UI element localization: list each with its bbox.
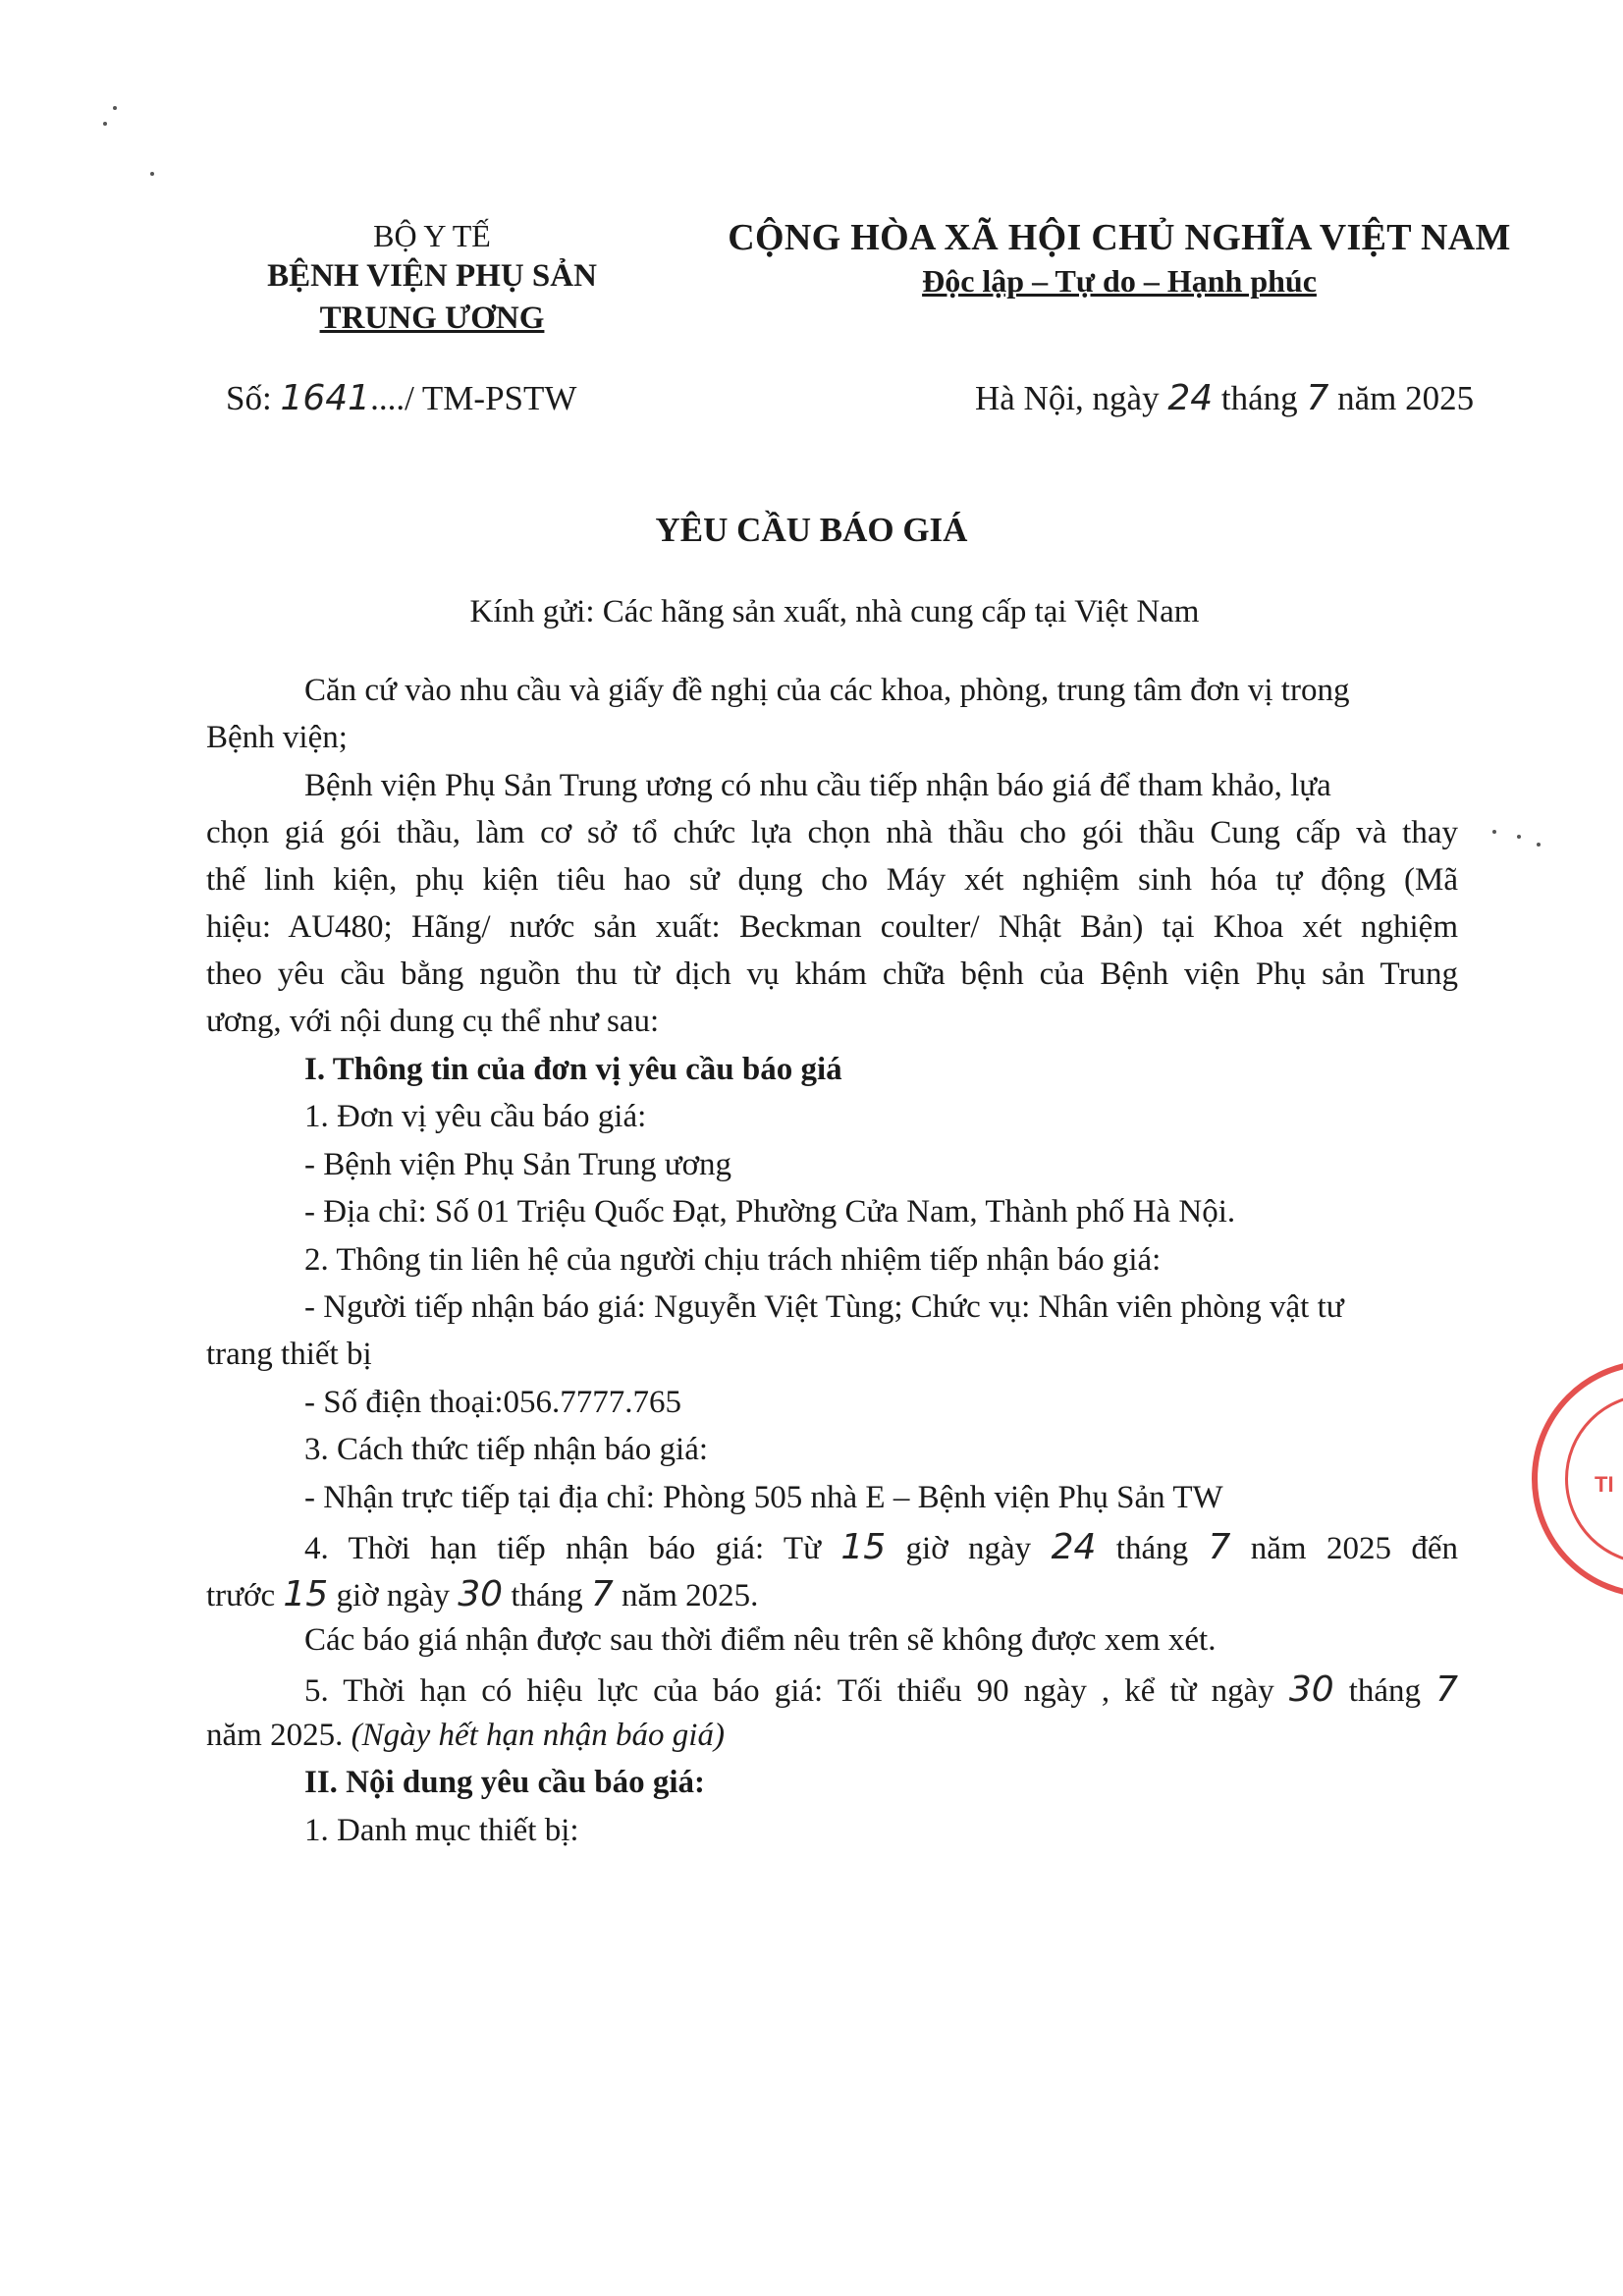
official-stamp-text: TI bbox=[1595, 1472, 1614, 1497]
para2-line5: theo yêu cầu bằng nguồn thu từ dịch vụ khám chữa bệnh của Bệnh viện Phụ sản Trung bbox=[206, 957, 1458, 992]
date-day-handwritten: 24 bbox=[1167, 378, 1214, 418]
item-2-contact-line1: - Người tiếp nhận báo giá: Nguyễn Việt Tùng; Chức vụ: Nhân viên phòng vật tư bbox=[304, 1289, 1344, 1325]
scan-speck bbox=[103, 122, 107, 126]
item-4-month-from-handwritten: 7 bbox=[1208, 1527, 1231, 1567]
item-5-month-handwritten: 7 bbox=[1435, 1669, 1459, 1710]
item-3-method: - Nhận trực tiếp tại địa chỉ: Phòng 505 nhà E – Bệnh viện Phụ Sản TW bbox=[304, 1480, 1223, 1515]
item-4-line2 bbox=[206, 1574, 758, 1614]
item-5-text: năm 2025. bbox=[206, 1718, 352, 1753]
date-year: năm 2025 bbox=[1328, 379, 1475, 417]
section-2-item-1: 1. Danh mục thiết bị: bbox=[304, 1813, 579, 1848]
item-5-line1 bbox=[304, 1669, 1458, 1710]
section-2-heading: II. Nội dung yêu cầu báo giá: bbox=[304, 1765, 706, 1800]
republic-title: CỘNG HÒA XÃ HỘI CHỦ NGHĨA VIỆT NAM bbox=[728, 217, 1511, 258]
item-4-text: năm 2025. bbox=[613, 1578, 759, 1613]
section-1-heading: I. Thông tin của đơn vị yêu cầu báo giá bbox=[304, 1052, 842, 1087]
para1-line1: Căn cứ vào nhu cầu và giấy đề nghị của các khoa, phòng, trung tâm đơn vị trong bbox=[304, 673, 1350, 708]
item-4-hour-from-handwritten: 15 bbox=[840, 1527, 887, 1567]
para2-line3: thế linh kiện, phụ kiện tiêu hao sử dụng cho Máy xét nghiệm sinh hóa tự động (Mã bbox=[206, 862, 1458, 898]
document-number-handwritten: 1641 bbox=[280, 378, 371, 418]
hospital-name-line2-text: TRUNG ƯƠNG bbox=[319, 301, 545, 336]
item-4-text: tháng bbox=[503, 1578, 591, 1613]
recipient-line: Kính gửi: Các hãng sản xuất, nhà cung cấp tại Việt Nam bbox=[469, 594, 1200, 629]
scan-speck bbox=[1537, 843, 1541, 847]
scan-speck bbox=[1517, 835, 1521, 839]
item-4-month-to-handwritten: 7 bbox=[590, 1574, 614, 1614]
item-4-note: Các báo giá nhận được sau thời điểm nêu trên sẽ không được xem xét. bbox=[304, 1622, 1217, 1658]
ministry-name: BỘ Y TẾ bbox=[373, 218, 491, 253]
para2-line1: Bệnh viện Phụ Sản Trung ương có nhu cầu tiếp nhận báo giá để tham khảo, lựa bbox=[304, 768, 1331, 803]
document-number bbox=[226, 378, 576, 418]
item-5-text: 5. Thời hạn có hiệu lực của báo giá: Tối thiểu 90 ngày , kể từ ngày bbox=[304, 1673, 1289, 1709]
para2-line2: chọn giá gói thầu, làm cơ sở tổ chức lựa chọn nhà thầu cho gói thầu Cung cấp và thay bbox=[206, 815, 1458, 850]
para1-line2: Bệnh viện; bbox=[206, 720, 348, 755]
document-title: YÊU CẦU BÁO GIÁ bbox=[655, 511, 968, 549]
item-4-text: giờ ngày bbox=[328, 1578, 459, 1613]
national-motto-text: Độc lập – Tự do – Hạnh phúc bbox=[922, 263, 1317, 299]
document-number-suffix: ..../ TM-PSTW bbox=[370, 379, 577, 417]
date-month-label: tháng bbox=[1213, 379, 1307, 417]
item-2-contact-line2: trang thiết bị bbox=[206, 1337, 372, 1372]
item-1: 1. Đơn vị yêu cầu báo giá: bbox=[304, 1099, 647, 1134]
item-5-text: tháng bbox=[1333, 1673, 1436, 1709]
item-4-hour-to-handwritten: 15 bbox=[283, 1574, 329, 1614]
document-number-prefix: Số: bbox=[226, 379, 281, 417]
item-4-text: giờ ngày bbox=[886, 1531, 1052, 1566]
item-3: 3. Cách thức tiếp nhận báo giá: bbox=[304, 1432, 709, 1467]
official-stamp-clip bbox=[1532, 1360, 1623, 1596]
official-stamp bbox=[1532, 1360, 1623, 1596]
scan-speck bbox=[1492, 830, 1496, 834]
item-4-line1 bbox=[304, 1527, 1458, 1567]
date-month-handwritten: 7 bbox=[1306, 378, 1329, 418]
national-motto bbox=[707, 263, 1532, 300]
item-5-line2 bbox=[206, 1718, 725, 1754]
hospital-name-line2 bbox=[226, 301, 638, 337]
hospital-name-line1: BỆNH VIỆN PHỤ SẢN bbox=[267, 258, 597, 294]
item-4-text: trước bbox=[206, 1578, 284, 1613]
para2-line4: hiệu: AU480; Hãng/ nước sản xuất: Beckman coulter/ Nhật Bản) tại Khoa xét nghiệm bbox=[206, 909, 1458, 945]
para2-line6: ương, với nội dung cụ thể như sau: bbox=[206, 1004, 660, 1039]
item-4-text: 4. Thời hạn tiếp nhận báo giá: Từ bbox=[304, 1531, 841, 1566]
scan-speck bbox=[113, 106, 117, 110]
item-1-hospital: - Bệnh viện Phụ Sản Trung ương bbox=[304, 1147, 732, 1182]
item-5-day-handwritten: 30 bbox=[1288, 1669, 1334, 1710]
item-2: 2. Thông tin liên hệ của người chịu trách nhiệm tiếp nhận báo giá: bbox=[304, 1242, 1162, 1278]
item-1-address: - Địa chỉ: Số 01 Triệu Quốc Đạt, Phường Cửa Nam, Thành phố Hà Nội. bbox=[304, 1194, 1236, 1230]
item-4-text: tháng bbox=[1096, 1531, 1209, 1566]
item-5-note: (Ngày hết hạn nhận báo giá) bbox=[351, 1718, 725, 1753]
date-place: Hà Nội, ngày bbox=[975, 379, 1168, 417]
document-date bbox=[975, 378, 1474, 418]
item-4-text: năm 2025 đến bbox=[1230, 1531, 1458, 1566]
item-4-day-from-handwritten: 24 bbox=[1051, 1527, 1097, 1567]
item-2-phone: - Số điện thoại:056.7777.765 bbox=[304, 1385, 682, 1420]
scan-speck bbox=[150, 172, 154, 176]
item-4-day-to-handwritten: 30 bbox=[458, 1574, 504, 1614]
